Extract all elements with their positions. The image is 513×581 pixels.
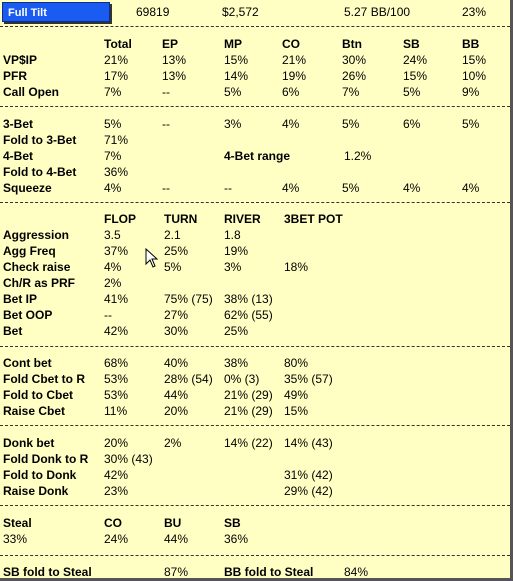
stat-value: 49% <box>284 388 309 402</box>
stat-value: 5% <box>164 260 182 274</box>
stat-value: 53% <box>104 372 129 386</box>
stat-value: 1.8 <box>224 228 241 242</box>
column-header: Btn <box>342 37 362 51</box>
stat-value: 31% (42) <box>284 468 333 482</box>
stat-value: 3% <box>224 117 242 131</box>
four-bet-range-label: 4-Bet range <box>224 149 291 163</box>
stat-label: Bet OOP <box>3 308 53 322</box>
stat-value: 30% <box>342 53 367 67</box>
stat-value: 15% <box>284 404 309 418</box>
stat-value: -- <box>224 181 232 195</box>
section-separator <box>0 425 510 426</box>
section-separator <box>0 505 510 506</box>
stat-value: 42% <box>104 468 129 482</box>
street-header: TURN <box>164 212 198 226</box>
stat-value: 21% <box>282 53 307 67</box>
stat-value: 5% <box>224 85 242 99</box>
stat-value: 3.5 <box>104 228 121 242</box>
hands-count: 69819 <box>136 5 170 19</box>
stat-value: 14% <box>224 69 249 83</box>
stat-label: Aggression <box>3 228 70 242</box>
stat-value: 20% <box>104 436 129 450</box>
stat-value: 6% <box>282 85 300 99</box>
stat-value: 38% <box>224 356 249 370</box>
steal-total: 33% <box>3 532 28 546</box>
column-header: CO <box>282 37 300 51</box>
steal-value: 36% <box>224 532 249 546</box>
stat-label: Raise Cbet <box>3 404 66 418</box>
column-header: BB <box>462 37 480 51</box>
column-header: MP <box>224 37 242 51</box>
stat-value: 0% (3) <box>224 372 260 386</box>
stat-value: 15% <box>224 53 249 67</box>
stat-value: 4% <box>104 260 122 274</box>
section-separator <box>0 202 510 203</box>
top-bar <box>0 0 510 26</box>
site-button[interactable]: Full Tilt <box>2 2 110 22</box>
column-header: SB <box>403 37 420 51</box>
stat-label: Cont bet <box>3 356 52 370</box>
steal-label: Steal <box>3 516 32 530</box>
stat-value: 71% <box>104 133 129 147</box>
stat-label: Call Open <box>3 85 60 99</box>
stat-label: Raise Donk <box>3 484 69 498</box>
stat-label: Fold to 3-Bet <box>3 133 77 147</box>
sb-fold-steal-value: 87% <box>164 565 189 579</box>
stat-label: Check raise <box>3 260 71 274</box>
stat-value: 9% <box>462 85 480 99</box>
stat-value: 23% <box>104 484 129 498</box>
stat-value: 5% <box>104 117 122 131</box>
stat-label: Fold to Cbet <box>3 388 73 402</box>
stat-value: 27% <box>164 308 189 322</box>
bb-fold-steal-value: 84% <box>344 565 369 579</box>
stat-label: 4-Bet <box>3 149 34 163</box>
stat-label: VP$IP <box>3 53 38 67</box>
stat-value: -- <box>162 181 170 195</box>
stat-value: 36% <box>104 165 129 179</box>
section-separator <box>0 555 510 556</box>
stat-value: 40% <box>164 356 189 370</box>
stat-value: 21% (29) <box>224 404 273 418</box>
separator <box>0 26 510 27</box>
stat-value: 19% <box>282 69 307 83</box>
stat-value: 5% <box>342 117 360 131</box>
stat-value: 21% (29) <box>224 388 273 402</box>
sb-fold-steal-label: SB fold to Steal <box>3 565 92 579</box>
stat-value: 13% <box>162 53 187 67</box>
stat-value: 2% <box>104 276 122 290</box>
stat-value: 75% (75) <box>164 292 213 306</box>
stat-value: -- <box>104 308 112 322</box>
stat-value: 68% <box>104 356 129 370</box>
bb-per-100: 5.27 BB/100 <box>344 5 411 19</box>
stat-value: 2.1 <box>164 228 181 242</box>
four-bet-range-value: 1.2% <box>344 149 372 163</box>
stat-label: Agg Freq <box>3 244 56 258</box>
stat-value: 25% <box>164 244 189 258</box>
stat-label: Bet <box>3 324 23 338</box>
stat-value: 7% <box>104 85 122 99</box>
steal-value: 44% <box>164 532 189 546</box>
stat-value: 24% <box>403 53 428 67</box>
stat-value: 15% <box>403 69 428 83</box>
stat-value: 30% (43) <box>104 452 153 466</box>
section-separator <box>0 106 510 107</box>
stat-value: 2% <box>164 436 182 450</box>
stat-value: 7% <box>342 85 360 99</box>
steal-value: 24% <box>104 532 129 546</box>
stat-value: 53% <box>104 388 129 402</box>
stat-value: 15% <box>462 53 487 67</box>
steal-header: SB <box>224 516 241 530</box>
stat-value: 7% <box>104 149 122 163</box>
stat-value: 17% <box>104 69 129 83</box>
stat-value: 14% (22) <box>224 436 273 450</box>
stat-value: 4% <box>403 181 421 195</box>
stat-value: -- <box>162 117 170 131</box>
stat-label: PFR <box>3 69 27 83</box>
stat-value: 5% <box>342 181 360 195</box>
stat-value: 20% <box>164 404 189 418</box>
stat-value: 14% (43) <box>284 436 333 450</box>
column-header: EP <box>162 37 179 51</box>
steal-header: CO <box>104 516 122 530</box>
stat-value: 3% <box>224 260 242 274</box>
stat-value: 5% <box>462 117 480 131</box>
stat-value: 44% <box>164 388 189 402</box>
money-won: $2,572 <box>222 5 259 19</box>
stat-value: -- <box>162 85 170 99</box>
stat-value: 4% <box>104 181 122 195</box>
mouse-cursor-icon <box>145 248 159 268</box>
stat-value: 41% <box>104 292 129 306</box>
stat-label: Fold to 4-Bet <box>3 165 77 179</box>
stat-value: 6% <box>403 117 421 131</box>
stat-value: 35% (57) <box>284 372 333 386</box>
stat-value: 30% <box>164 324 189 338</box>
street-header: FLOP <box>104 212 136 226</box>
stat-value: 4% <box>282 117 300 131</box>
bb-fold-steal-label: BB fold to Steal <box>224 565 314 579</box>
stat-value: 37% <box>104 244 129 258</box>
stat-label: 3-Bet <box>3 117 34 131</box>
stat-label: Fold to Donk <box>3 468 77 482</box>
stat-label: Bet IP <box>3 292 38 306</box>
stat-value: 25% <box>224 324 249 338</box>
stat-value: 21% <box>104 53 129 67</box>
stat-value: 80% <box>284 356 309 370</box>
stat-value: 4% <box>282 181 300 195</box>
stat-label: Ch/R as PRF <box>3 276 76 290</box>
stat-value: 5% <box>403 85 421 99</box>
stat-label: Donk bet <box>3 436 55 450</box>
street-header: RIVER <box>224 212 261 226</box>
stat-label: Squeeze <box>3 181 52 195</box>
stat-value: 13% <box>162 69 187 83</box>
top-percent: 23% <box>462 5 487 19</box>
stat-value: 42% <box>104 324 129 338</box>
stat-value: 10% <box>462 69 487 83</box>
stat-value: 62% (55) <box>224 308 273 322</box>
stat-value: 26% <box>342 69 367 83</box>
stat-value: 4% <box>462 181 480 195</box>
stat-value: 11% <box>104 404 128 418</box>
stat-value: 19% <box>224 244 249 258</box>
stat-label: Fold Donk to R <box>3 452 89 466</box>
stat-value: 38% (13) <box>224 292 273 306</box>
stat-value: 28% (54) <box>164 372 213 386</box>
stat-value: 18% <box>284 260 309 274</box>
section-separator <box>0 346 510 347</box>
stat-label: Fold Cbet to R <box>3 372 85 386</box>
street-header: 3BET POT <box>284 212 343 226</box>
stat-value: 29% (42) <box>284 484 333 498</box>
column-header: Total <box>104 37 132 51</box>
steal-header: BU <box>164 516 182 530</box>
